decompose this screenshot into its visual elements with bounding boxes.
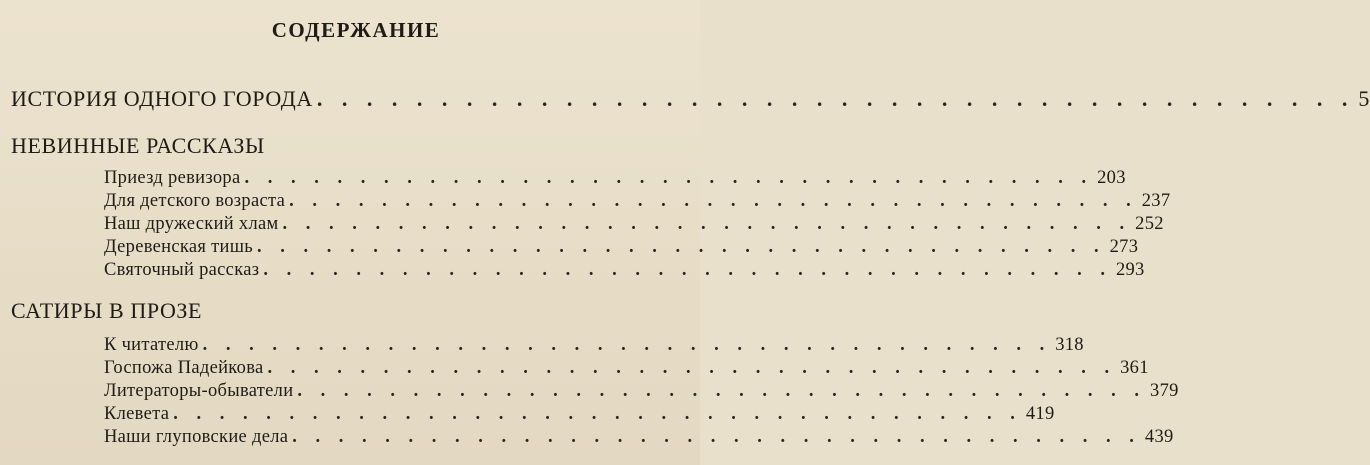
toc-entry[interactable] [104,334,1084,357]
toc-entry-title: Наши глуповские дела [104,427,289,447]
toc-entry-title: Литераторы-обыватели [104,381,294,401]
dot-leader: . . . . . . . . . . . . . . . . . . . . . . . . . . . . . . . . . . . . . [263,260,1112,280]
dot-leader: . . . . . . . . . . . . . . . . . . . . . . . . . . . . . . . . . . . . . [173,404,1022,424]
toc-entry-title: Для детского возраста [104,191,286,211]
toc-entry-page: 273 [1109,237,1139,257]
toc-entry[interactable] [104,357,1149,380]
toc-entry-title: ИСТОРИЯ ОДНОГО ГОРОДА [11,86,313,111]
toc-entry-page: 379 [1150,381,1179,401]
toc-entry[interactable] [104,190,1171,213]
section-title: НЕВИННЫЕ РАССКАЗЫ [11,133,265,158]
toc-entry-page: 203 [1097,168,1126,188]
toc-entry[interactable] [104,167,1126,190]
dot-leader: . . . . . . . . . . . . . . . . . . . . . . . . . . . . . . . . . . . . . [267,358,1117,378]
toc-entry[interactable] [104,259,1145,282]
toc-entry-title: Госпожа Падейкова [104,358,264,378]
toc-entry-title: Деревенская тишь [104,237,253,257]
dot-leader: . . . . . . . . . . . . . . . . . . . . . . . . . . . . . . . . . . . . . [257,237,1106,257]
dot-leader: . . . . . . . . . . . . . . . . . . . . . . . . . . . . . . . . . . . . . [282,214,1132,234]
dot-leader: . . . . . . . . . . . . . . . . . . . . . . . . . . . . . . . . . . . . . [292,427,1141,447]
toc-entry-title: К читателю [104,335,199,355]
toc-entry[interactable] [104,426,1174,449]
toc-entry-page: 439 [1144,427,1174,447]
toc-entry-title: Наш дружеский хлам [104,214,279,234]
page-title: СОДЕРЖАНИЕ [271,18,441,42]
toc-entry-page: 318 [1055,335,1084,355]
toc-entry-page: 361 [1120,358,1149,378]
toc-entry-title: Святочный рассказ [104,260,260,280]
toc-entry-page: 252 [1135,214,1164,234]
toc-entry[interactable] [104,236,1139,259]
dot-leader: . . . . . . . . . . . . . . . . . . . . . . . . . . . . . . . . . . . . . [297,381,1147,401]
toc-entry-title: Приезд ревизора [104,168,241,188]
toc-entry-title: Клевета [104,404,170,424]
toc-entry-page: 237 [1141,191,1171,211]
toc-entry-main[interactable] [11,86,1370,112]
dot-leader: . . . . . . . . . . . . . . . . . . . . . . . . . . . . . . . . . . . . . [244,168,1094,188]
toc-entry[interactable] [104,403,1055,426]
toc-entry[interactable] [104,213,1164,236]
toc-entry[interactable] [104,380,1179,403]
toc-entry-page: 419 [1025,404,1055,424]
section-title: САТИРЫ В ПРОЗЕ [11,298,203,323]
dot-leader: . . . . . . . . . . . . . . . . . . . . . . . . . . . . . . . . . . . . . . . . . . [316,86,1355,111]
dot-leader: . . . . . . . . . . . . . . . . . . . . . . . . . . . . . . . . . . . . . [202,335,1052,355]
dot-leader: . . . . . . . . . . . . . . . . . . . . . . . . . . . . . . . . . . . . . [289,191,1138,211]
toc-entry-page: 5 [1358,86,1370,111]
toc-entry-page: 293 [1115,260,1145,280]
